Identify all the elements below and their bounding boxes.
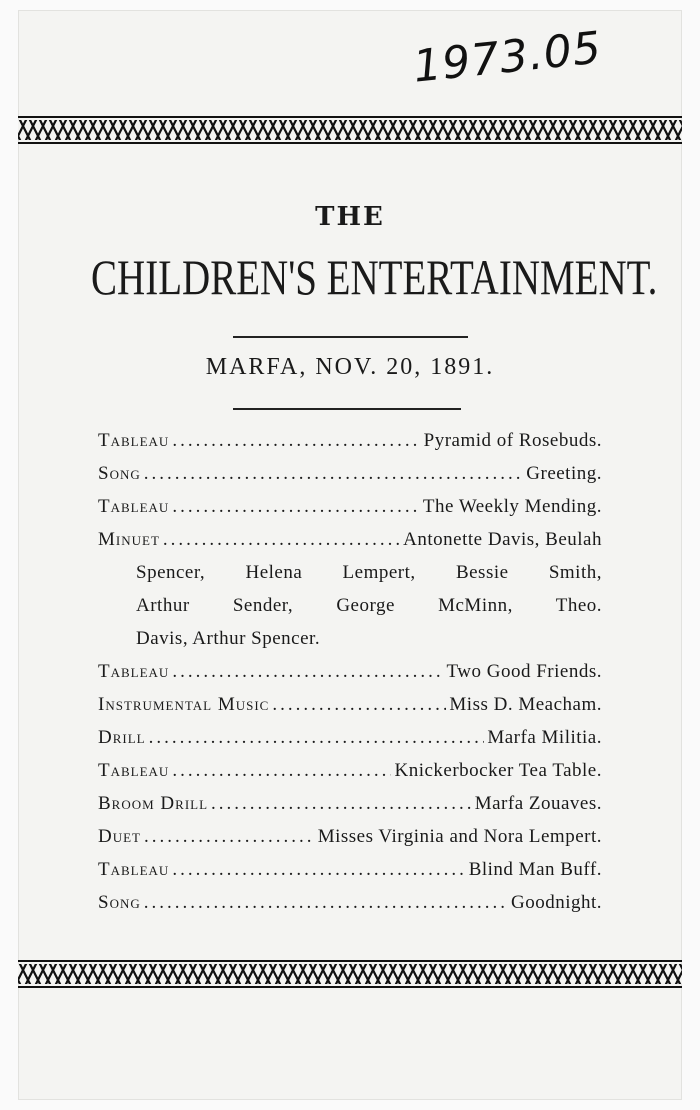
program-item-value: Two Good Friends. xyxy=(446,661,602,682)
program-item-value: The Weekly Mending. xyxy=(422,496,602,517)
program-item-value: Marfa Militia. xyxy=(487,727,602,748)
performer-names-line: Arthur Sender, George McMinn, Theo. xyxy=(136,595,602,616)
program-item-label: Tableau xyxy=(98,760,170,781)
dot-leader xyxy=(172,853,465,886)
decorative-border-bottom xyxy=(18,960,682,988)
dot-leader xyxy=(144,457,524,490)
dot-leader xyxy=(149,721,485,754)
dot-leader xyxy=(144,820,315,853)
program-item-value: Greeting. xyxy=(526,463,602,484)
dot-leader xyxy=(172,490,420,523)
program-item-label: Tableau xyxy=(98,430,170,451)
program-card xyxy=(18,10,682,1100)
program-item xyxy=(98,886,602,919)
program-item-label: Drill xyxy=(98,727,146,748)
program-item-label: Tableau xyxy=(98,859,170,880)
title-article: THE xyxy=(315,202,385,232)
handwritten-accession-number: 1973.05 xyxy=(410,22,605,93)
program-item xyxy=(98,820,602,853)
program-item-label: Song xyxy=(98,892,141,913)
program-item-label: Tableau xyxy=(98,496,170,517)
program-item-label: Instrumental Music xyxy=(98,694,270,715)
program-item-label: Broom Drill xyxy=(98,793,209,814)
program-item-label: Minuet xyxy=(98,529,160,550)
program-item xyxy=(98,457,602,490)
page-title: CHILDREN'S ENTERTAINMENT. xyxy=(91,249,658,305)
program-item xyxy=(98,721,602,754)
program-item xyxy=(98,490,602,523)
program-item-value: Pyramid of Rosebuds. xyxy=(423,430,602,451)
dot-leader xyxy=(172,424,420,457)
dot-leader xyxy=(144,886,508,919)
decorative-border-top xyxy=(18,116,682,144)
program-list xyxy=(98,424,602,919)
program-item xyxy=(98,655,602,688)
program-item-continuation xyxy=(98,556,602,589)
program-item xyxy=(98,754,602,787)
dot-leader xyxy=(272,688,446,721)
program-item xyxy=(98,688,602,721)
program-item xyxy=(98,424,602,457)
program-item-value: Miss D. Meacham. xyxy=(449,694,602,715)
program-item-label: Song xyxy=(98,463,141,484)
performer-names-line: Davis, Arthur Spencer. xyxy=(136,628,321,649)
program-item-value: Marfa Zouaves. xyxy=(474,793,602,814)
program-item-value: Knickerbocker Tea Table. xyxy=(394,760,602,781)
dateline: MARFA, NOV. 20, 1891. xyxy=(205,354,495,380)
program-item-continuation xyxy=(98,589,602,622)
divider-bottom xyxy=(233,408,461,410)
program-item-value: Blind Man Buff. xyxy=(468,859,602,880)
program-item xyxy=(98,523,602,556)
divider-top xyxy=(233,336,468,338)
program-item-continuation xyxy=(98,622,602,655)
program-item-label: Duet xyxy=(98,826,141,847)
program-item-value: Antonette Davis, Beulah xyxy=(403,529,602,550)
program-item xyxy=(98,787,602,820)
program-item-label: Tableau xyxy=(98,661,170,682)
dot-leader xyxy=(163,523,400,556)
performer-names-line: Spencer, Helena Lempert, Bessie Smith, xyxy=(136,562,602,583)
dot-leader xyxy=(211,787,472,820)
program-item-value: Goodnight. xyxy=(510,892,602,913)
program-item xyxy=(98,853,602,886)
program-item-value: Misses Virginia and Nora Lempert. xyxy=(317,826,602,847)
dot-leader xyxy=(172,754,391,787)
dot-leader xyxy=(172,655,443,688)
